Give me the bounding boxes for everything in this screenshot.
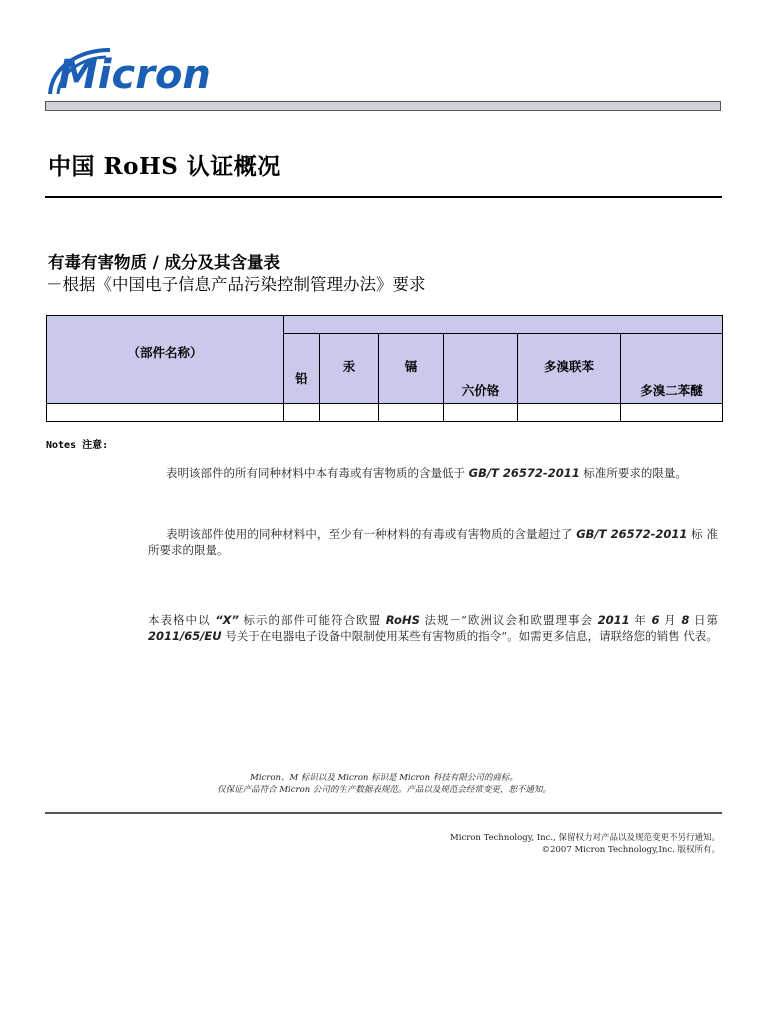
note-eu-rohs: 本表格中以 “X” 标示的部件可能符合欧盟 RoHS 法规－“欧洲议会和欧盟理事会 2011 年 6 月 8 日第 2011/65/EU 号关于在电器电子设备中限制使用某些有害物质的指令“。如需更多信息，请联络您的销售 代表。 — [148, 613, 719, 643]
table-cell — [444, 404, 518, 422]
table-header-lead: 铅 — [284, 334, 320, 404]
table-cell — [518, 404, 621, 422]
section-heading: 有毒有害物质 / 成分及其含量表 — [48, 253, 281, 272]
logo-text: Micron — [58, 52, 211, 98]
trademark-line-2: 仅保证产品符合 Micron 公司的生产数据表规范。产品以及规范会经常变更，恕不通知。 — [217, 785, 551, 795]
page-title: 中国 RoHS 认证概况 — [48, 153, 281, 180]
table-cell — [47, 404, 284, 422]
table-header-pbde: 多溴二苯醚 — [621, 334, 723, 404]
footer-divider — [45, 812, 722, 814]
table-cell — [379, 404, 444, 422]
table-header-span — [284, 316, 723, 334]
hazardous-substance-table — [46, 315, 723, 422]
section-subheading: －根据《中国电子信息产品污染控制管理办法》要求 — [46, 275, 426, 294]
note-below-limit: 表明该部件的所有同种材料中本有毒或有害物质的含量低于 GB/T 26572-2011 标准所要求的限量。 — [166, 466, 687, 480]
trademark-line-1: Micron、M 标识以及 Micron 标识是 Micron 科技有限公司的商标。 — [250, 773, 518, 783]
table-cell — [621, 404, 723, 422]
footer-copyright: ©2007 Micron Technology,Inc. 版权所有。 — [541, 845, 720, 855]
table-header-mercury: 汞 — [320, 334, 379, 404]
table-header-cadmium: 镉 — [379, 334, 444, 404]
table-header-pbb: 多溴联苯 — [518, 334, 621, 404]
title-divider — [45, 196, 722, 198]
table-cell — [284, 404, 320, 422]
notes-label: Notes 注意: — [46, 440, 109, 451]
micron-logo — [46, 44, 246, 102]
footer-line-1: Micron Technology, Inc., 保留权力对产品以及规范变更不另行通知。 — [450, 833, 720, 843]
header-bar — [45, 101, 721, 111]
table-header-hexavalent-chromium: 六价铬 — [444, 334, 518, 404]
note-exceeds-limit: 表明该部件使用的同种材料中，至少有一种材料的有毒或有害物质的含量超过了 GB/T 26572-2011 标 准所要求的限量。 — [148, 527, 718, 557]
table-header-part-name: （部件名称） — [47, 316, 284, 404]
table-cell — [320, 404, 379, 422]
